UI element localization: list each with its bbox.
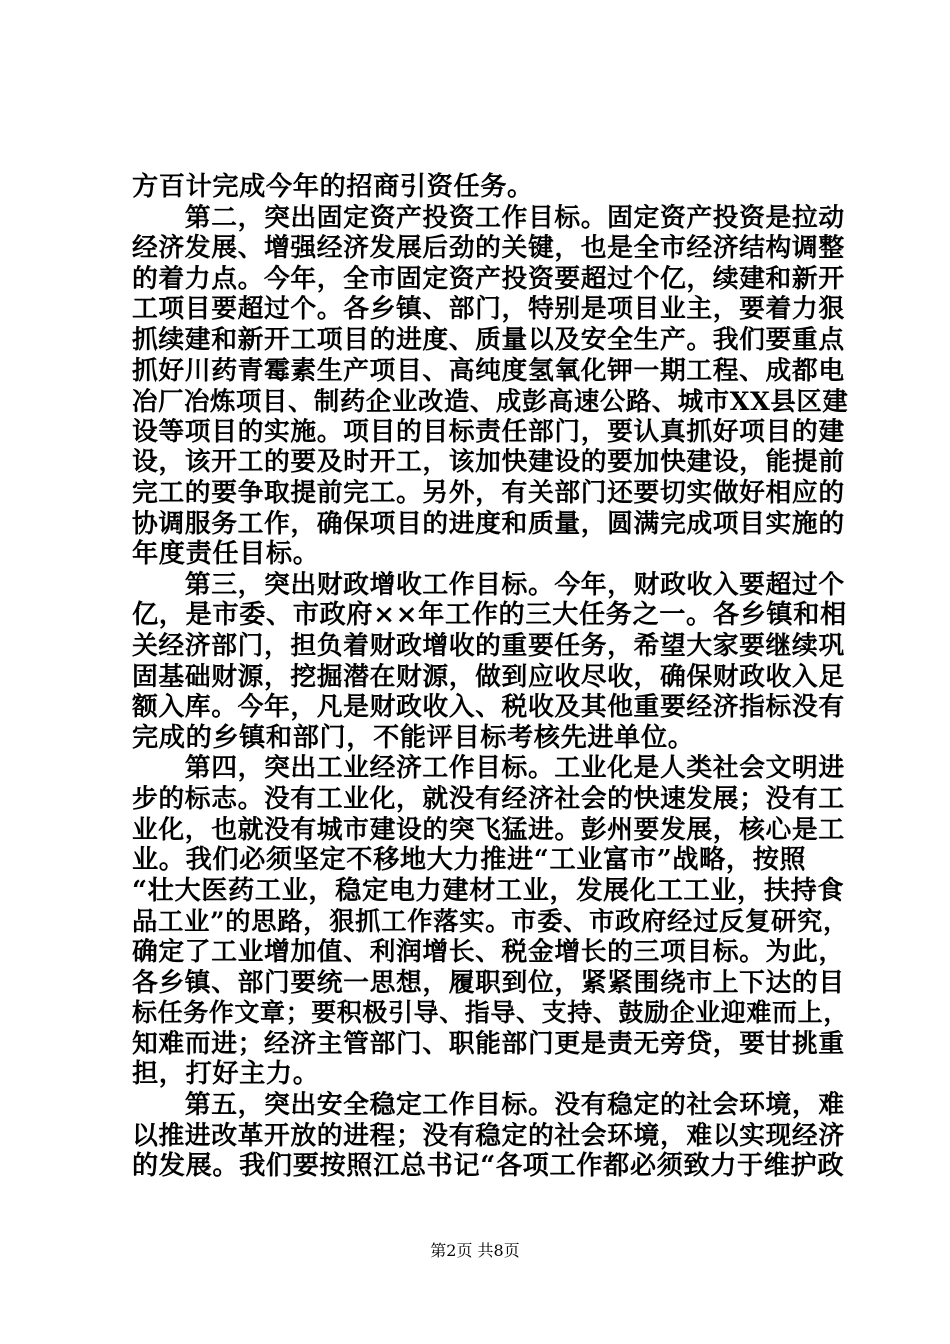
text-line: 完工的要争取提前完工。另外，有关部门还要切实做好相应的 (132, 478, 845, 508)
text-line: 额入库。今年，凡是财政收入、税收及其他重要经济指标没有 (132, 692, 845, 723)
text-line: 方百计完成今年的招商引资任务。 (132, 171, 534, 202)
text-line: 品工业”的思路，狠抓工作落实。市委、市政府经过反复研究， (132, 906, 849, 937)
text-line: 冶厂冶炼项目、制药企业改造、成彭高速公路、城市XX县区建 (132, 386, 849, 417)
text-line: 抓续建和新开工项目的进度、质量以及安全生产。我们要重点 (132, 325, 845, 355)
text-line: 的发展。我们要按照江总书记“各项工作都必须致力于维护政 (132, 1150, 845, 1182)
text-line: 经济发展、增强经济发展后劲的关键，也是全市经济结构调整 (132, 233, 845, 264)
text-line: 第二，突出固定资产投资工作目标。固定资产投资是拉动 (132, 202, 845, 233)
text-line: 设，该开工的要及时开工，该加快建设的要加快建设，能提前 (132, 447, 845, 478)
text-line: 步的标志。没有工业化，就没有经济社会的快速发展；没有工 (132, 784, 845, 814)
page-number-footer: 第2页 共8页 (430, 1241, 520, 1260)
text-line: 固基础财源，挖掘潜在财源，做到应收尽收，确保财政收入足 (132, 661, 845, 692)
text-line: 标任务作文章；要积极引导、指导、支持、鼓励企业迎难而上， (132, 998, 849, 1028)
text-line: 第三，突出财政增收工作目标。今年，财政收入要超过个 (132, 569, 845, 600)
text-line: 第五，突出安全稳定工作目标。没有稳定的社会环境，难 (132, 1090, 845, 1120)
text-line: 确定了工业增加值、利润增长、税金增长的三项目标。为此， (132, 937, 845, 967)
text-line: 担，打好主力。 (132, 1058, 320, 1090)
text-line: 关经济部门，担负着财政增收的重要任务，希望大家要继续巩 (132, 631, 845, 661)
text-line: 各乡镇、部门要统一思想，履职到位，紧紧围绕市上下达的目 (132, 967, 845, 998)
text-line: 第四，突出工业经济工作目标。工业化是人类社会文明进 (132, 753, 845, 784)
text-line: 完成的乡镇和部门，不能评目标考核先进单位。 (132, 721, 695, 753)
text-line: “壮大医药工业，稳定电力建材工业，发展化工工业，扶持食 (132, 874, 845, 906)
text-line: 抓好川药青霉素生产项目、高纯度氢氧化钾一期工程、成都电 (132, 355, 845, 386)
text-line: 亿，是市委、市政府××年工作的三大任务之一。各乡镇和相 (132, 599, 847, 631)
text-line: 知难而进；经济主管部门、职能部门更是责无旁贷，要甘挑重 (132, 1028, 845, 1059)
text-line: 业化，也就没有城市建设的突飞猛进。彭州要发展，核心是工 (132, 814, 845, 845)
text-line: 设等项目的实施。项目的目标责任部门，要认真抓好项目的建 (132, 416, 845, 447)
text-line: 以推进改革开放的进程；没有稳定的社会环境，难以实现经济 (132, 1120, 845, 1151)
text-line: 协调服务工作，确保项目的进度和质量，圆满完成项目实施的 (132, 508, 845, 539)
text-line: 业。我们必须坚定不移地大力推进“工业富市”战略，按照 (132, 844, 807, 876)
text-line: 的着力点。今年，全市固定资产投资要超过个亿，续建和新开 (132, 263, 845, 294)
text-line: 工项目要超过个。各乡镇、部门，特别是项目业主，要着力狠 (132, 294, 845, 325)
text-line: 年度责任目标。 (132, 538, 320, 570)
